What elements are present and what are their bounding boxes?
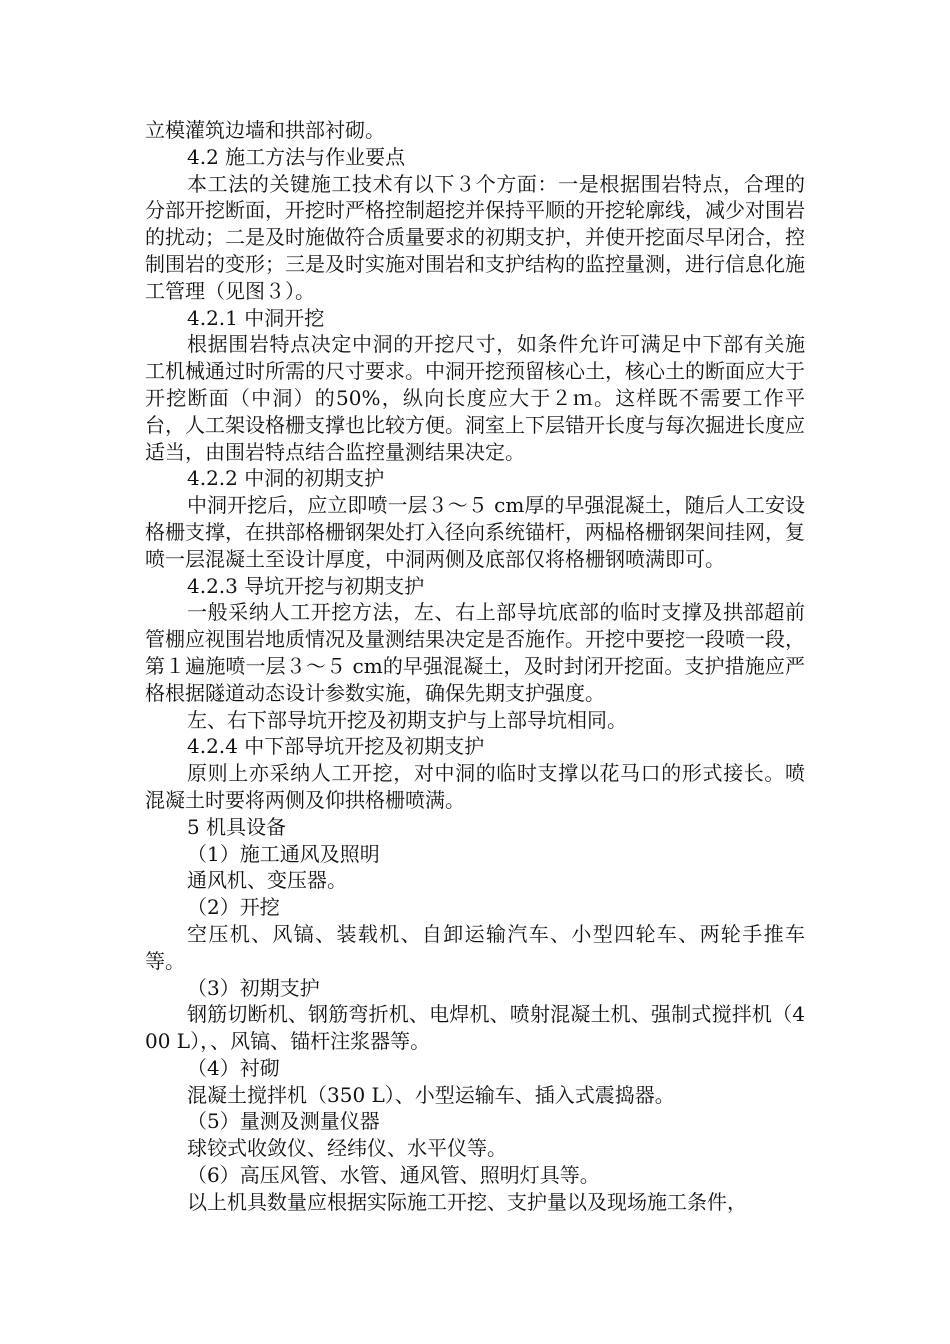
- list-heading-pipes: （6）高压风管、水管、通风管、照明灯具等。: [187, 1163, 600, 1188]
- list-item-measurement: 球铰式收敛仪、经纬仪、水平仪等。: [187, 1136, 507, 1161]
- paragraph-middle-lower-pilot: 原则上亦采纳人工开挖，对中洞的临时支撑以花马口的形式接长。喷混凝土时要将两侧及仰拱格栅喷满。: [145, 761, 805, 812]
- section-heading-4-2-2: 4.2.2 中洞的初期支护: [187, 466, 385, 491]
- paragraph-lower-pilot: 左、右下部导坑开挖及初期支护与上部导坑相同。: [187, 707, 627, 732]
- list-heading-ventilation: （1）施工通风及照明: [187, 841, 380, 866]
- paragraph-middle-tunnel-excavation: 根据围岩特点决定中洞的开挖尺寸，如条件允许可满足中下部有关施工机械通过时所需的尺寸要求。中洞开挖预留核心土，核心土的断面应大于开挖断面（中洞）的50%，纵向长度应大于２ｍ。这样既不需要工作平台，人工架设格栅支撑也比较方便。洞室上下层错开长度与每次掘进长度应适当，由围岩特点结合监控量测结果决定。: [145, 332, 805, 464]
- list-item-excavation: 空压机、风镐、装载机、自卸运输汽车、小型四轮车、两轮手推车等。: [145, 921, 805, 973]
- list-heading-initial-support: （3）初期支护: [187, 975, 320, 1000]
- paragraph-key-techniques: 本工法的关键施工技术有以下３个方面：一是根据围岩特点，合理的分部开挖断面，开挖时严格控制超挖并保持平顺的开挖轮廓线，减少对围岩的扰动；二是及时施做符合质量要求的初期支护，并使开挖面尽早闭合，控制围岩的变形；三是及时实施对围岩和支护结构的监控量测，进行信息化施工管理（见图３）。: [145, 171, 805, 303]
- list-item-lining: 混凝土搅拌机（350 L）、小型运输车、插入式震捣器。: [187, 1082, 675, 1107]
- list-heading-excavation: （2）开挖: [187, 895, 280, 920]
- paragraph-continuation: 立模灌筑边墙和拱部衬砌。: [145, 118, 385, 142]
- section-heading-5: 5 机具设备: [187, 814, 287, 839]
- list-heading-measurement: （5）量测及测量仪器: [187, 1109, 380, 1134]
- list-item-ventilation: 通风机、变压器。: [187, 868, 347, 893]
- list-heading-lining: （4）衬砌: [187, 1055, 280, 1080]
- section-heading-4-2-3: 4.2.3 导坑开挖与初期支护: [187, 573, 425, 598]
- section-heading-4-2-4: 4.2.4 中下部导坑开挖及初期支护: [187, 734, 485, 759]
- paragraph-initial-support: 中洞开挖后，应立即喷一层３～５ cm厚的早强混凝土，随后人工安设格栅支撑，在拱部格栅钢架处打入径向系统锚杆，两榀格栅钢架间挂网，复喷一层混凝土至设计厚度，中洞两侧及底部仅将格栅钢喷满即可。: [145, 493, 805, 571]
- paragraph-equipment-quantity: 以上机具数量应根据实际施工开挖、支护量以及现场施工条件，: [187, 1189, 747, 1214]
- document-body: [145, 117, 805, 1216]
- list-item-initial-support: 钢筋切断机、钢筋弯折机、电焊机、喷射混凝土机、强制式搅拌机（400 L），、风镐、锚杆注浆器等。: [145, 1002, 805, 1054]
- paragraph-pilot-excavation: 一般采纳人工开挖方法，左、右上部导坑底部的临时支撑及拱部超前管棚应视围岩地质情况及量测结果决定是否施作。开挖中要挖一段喷一段，第１遍施喷一层３～５ cm的早强混凝土，及时封闭开挖面。支护措施应严格根据隧道动态设计参数实施，确保先期支护强度。: [145, 600, 805, 705]
- section-heading-4-2: 4.2 施工方法与作业要点: [187, 144, 406, 169]
- section-heading-4-2-1: 4.2.1 中洞开挖: [187, 305, 325, 330]
